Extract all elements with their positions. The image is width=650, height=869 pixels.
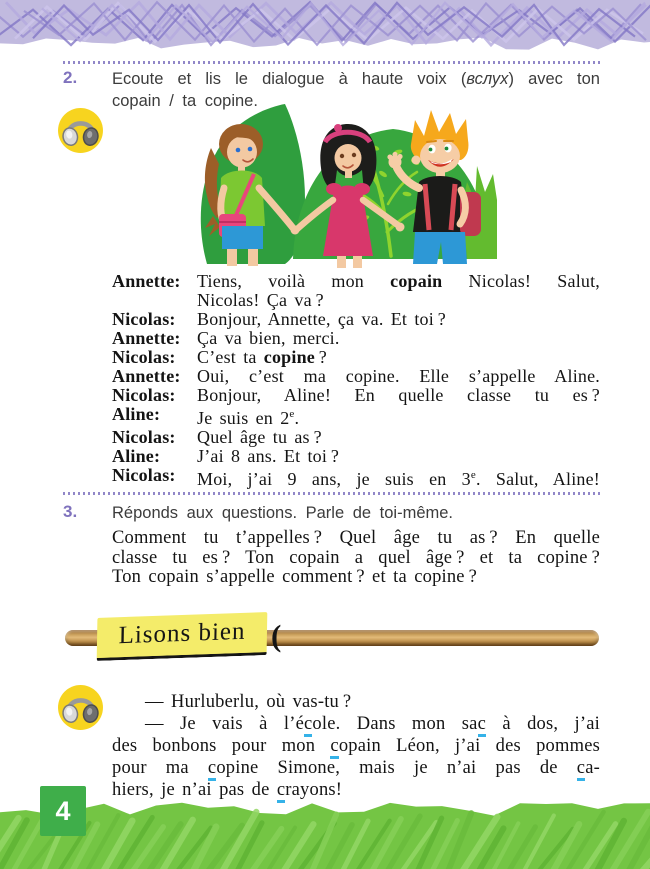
- dialogue-row: [112, 272, 600, 310]
- section-separator: [63, 492, 600, 495]
- top-border-decoration: [0, 0, 650, 56]
- dialogue-row: [112, 348, 600, 367]
- speaker-name: Nicolas:: [112, 347, 176, 367]
- exercise-number: 2.: [63, 68, 78, 87]
- dialogue-row: [112, 386, 600, 405]
- speaker-name: Annette:: [112, 366, 181, 386]
- dialogue-row: [112, 447, 600, 466]
- dialogue-line: Bonjour, Annette, ça va. Et toi ?: [197, 309, 446, 329]
- headphones-icon: [57, 107, 104, 154]
- bottom-grass-decoration: [0, 797, 650, 869]
- speaker-name: Aline:: [112, 404, 161, 424]
- text-line: copain / ta copine.: [112, 92, 258, 110]
- text-line: classe tu es ? Ton copain a quel âge ? et ta copine ?: [112, 547, 600, 568]
- text-line: Comment tu t’appelles ? Quel âge tu as ? En quelle: [112, 528, 600, 548]
- banner-paren: (: [271, 618, 282, 653]
- text-line: — Hurluberlu, où vas-tu ?: [145, 692, 352, 712]
- page-number: 4: [55, 795, 71, 826]
- speaker-name: Annette:: [112, 271, 181, 291]
- speaker-name: Nicolas:: [112, 309, 176, 329]
- speaker-name: Annette:: [112, 328, 181, 348]
- dialogue-line: Tiens, voilà mon copain Nicolas! Salut,: [197, 271, 600, 291]
- dialogue-line: Oui, c’est ma copine. Elle s’appelle Aline.: [197, 366, 600, 386]
- reading-passage: [112, 691, 600, 801]
- dialogue-line: C’est ta copine ?: [197, 347, 327, 367]
- text-line: — Je vais à l’école. Dans mon sac à dos, j’ai: [112, 713, 600, 735]
- text-line: Ecoute et lis le dialogue à haute voix (вслух) avec ton: [112, 70, 600, 88]
- dialogue-line: Quel âge tu as ?: [197, 427, 322, 447]
- text-line: Réponds aux questions. Parle de toi-même.: [112, 504, 454, 522]
- dialogue-row: [112, 367, 600, 386]
- banner-label: Lisons bien: [97, 612, 268, 661]
- dialogue-line: J’ai 8 ans. Et toi ?: [197, 446, 340, 466]
- speaker-name: Nicolas:: [112, 465, 176, 485]
- dialogue-row: [112, 428, 600, 447]
- dialogue-line: Moi, j’ai 9 ans, je suis en 3e. Salut, Aline!: [197, 469, 600, 489]
- text-line: Ton copain s’appelle comment ? et ta copine ?: [112, 567, 478, 587]
- dialogue-line: Bonjour, Aline! En quelle classe tu es ?: [197, 385, 600, 405]
- text-line: pour ma copine Simone, mais je n’ai pas de ca-: [112, 757, 600, 779]
- dialogue-line: Nicolas! Ça va ?: [197, 290, 324, 310]
- text-line: hiers, je n’ai pas de crayons!: [112, 779, 600, 801]
- speaker-name: Nicolas:: [112, 385, 176, 405]
- speaker-name: Aline:: [112, 446, 161, 466]
- dialogue-row: [112, 310, 600, 329]
- dialogue: [112, 272, 600, 489]
- dialogue-row: [112, 466, 600, 489]
- section-separator: [63, 61, 600, 64]
- exercise-number: 3.: [63, 502, 78, 521]
- dialogue-row: [112, 405, 600, 428]
- headphones-icon: [57, 684, 104, 731]
- page-number-badge: [40, 786, 86, 836]
- dialogue-line: Je suis en 2e.: [197, 408, 300, 428]
- text-line: des bonbons pour mon copain Léon, j’ai des pommes: [112, 735, 600, 757]
- speaker-name: Nicolas:: [112, 427, 176, 447]
- questions-paragraph: [112, 529, 600, 588]
- dialogue-line: Ça va bien, merci.: [197, 328, 340, 348]
- dialogue-row: [112, 329, 600, 348]
- children-illustration: [145, 104, 497, 270]
- exercise-3-instruction: [112, 502, 600, 524]
